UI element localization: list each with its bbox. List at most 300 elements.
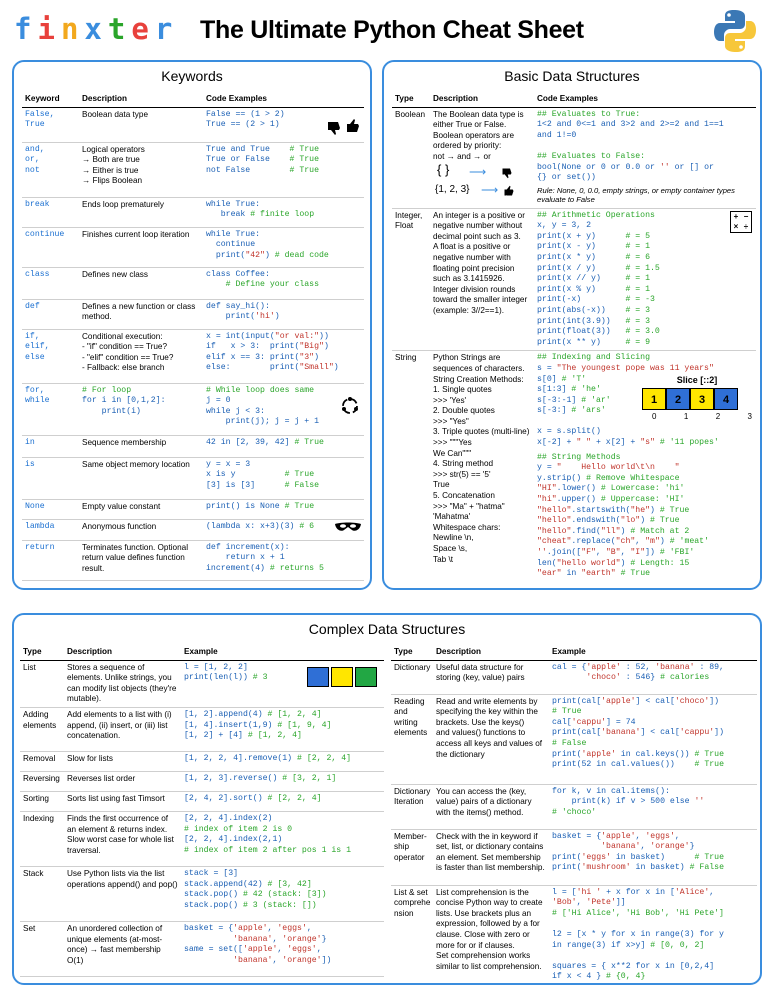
code-line: "hello".endswith("lo") # True — [537, 516, 680, 526]
code-cell — [549, 885, 757, 985]
code-line: print(abs(-x)) # = 3 — [537, 305, 651, 315]
type-cell — [20, 751, 64, 771]
text-line: negative number without — [433, 221, 523, 231]
desc-cell — [64, 771, 181, 791]
text-line: Slow worst case for whole list — [67, 835, 174, 845]
slice-index: 3 — [747, 411, 752, 421]
code-line: and 1!=0 — [537, 130, 577, 140]
code-line: ## Evaluates to False: — [537, 151, 646, 161]
slice-cell: 1 — [642, 388, 666, 410]
code-line: increment(4) # returns 5 — [206, 563, 324, 573]
keyword-cell — [22, 267, 79, 299]
text-line: >>> 'Yes' — [433, 395, 467, 405]
col-keyword: Keyword — [22, 92, 79, 107]
text-line: Add elements to a list with (i) — [67, 709, 172, 719]
table-row — [391, 829, 757, 885]
text-line: writing — [394, 717, 418, 727]
text-line: operator — [394, 852, 425, 862]
logo-letter: r — [154, 12, 179, 46]
code-line: print(x % y) # = 1 — [537, 284, 651, 294]
code-cell — [203, 142, 364, 197]
code-line: len("hello world") # Length: 15 — [537, 558, 690, 568]
text-line: Stores a sequence of — [67, 662, 145, 672]
text-line: and — [394, 707, 408, 717]
code-line: print(52 in cal.values()) # True — [552, 760, 724, 770]
code-line: x = int(input("or val:")) — [206, 331, 329, 341]
code-line: print(x ** y) # = 9 — [537, 337, 651, 347]
slice-cell: 4 — [714, 388, 738, 410]
text-line: ordered by priority: — [433, 141, 502, 151]
col-example: Example — [181, 645, 384, 660]
code-cell — [549, 784, 757, 829]
code-line: else: print("Small") — [206, 363, 339, 373]
desc-cell — [430, 351, 534, 590]
code-line — [552, 919, 754, 930]
code-line: ## Indexing and Slicing — [537, 353, 651, 363]
code-line: l2 = [x * y for x in range(3) for y — [552, 929, 724, 939]
text-line: Terminates function. Optional — [82, 542, 189, 552]
code-line: False == (1 > 2) — [206, 109, 285, 119]
table-row — [22, 519, 364, 540]
text-line: lists. Use brackets plus an — [436, 908, 532, 918]
col-description: Description — [64, 645, 181, 660]
type-cell — [391, 694, 433, 784]
text-line: Dictionary — [394, 662, 431, 672]
code-line: stack.append(42) # [3, 42] — [184, 879, 312, 889]
desc-cell — [79, 197, 203, 227]
code-line: bool(None or 0 or 0.0 or '' or [] or — [537, 162, 714, 172]
text-line: Logical operators — [82, 144, 145, 154]
text-line: Useful data structure for — [436, 662, 524, 672]
col-description: Description — [433, 645, 549, 660]
type-cell: Integer, Float — [392, 208, 430, 351]
thumbs-up-icon — [503, 185, 515, 197]
code-line: continue — [206, 240, 256, 250]
code-line: not False # True — [206, 165, 320, 175]
complex-title: Complex Data Structures — [308, 621, 466, 637]
table-row — [22, 142, 364, 197]
table-row — [22, 383, 364, 435]
text-line: in — [25, 437, 35, 447]
text-line: >>> "Yes" — [433, 416, 469, 426]
text-line: concatenation. — [67, 731, 121, 741]
code-line: while True: — [206, 229, 261, 239]
slice-index: 0 — [652, 411, 657, 421]
text-line: lambda — [25, 521, 55, 531]
text-line: List & set — [394, 887, 428, 897]
code-line: print('mushroom' in basket) # False — [552, 863, 724, 873]
code-line: (lambda x: x+3)(3) # 6 — [206, 521, 315, 531]
text-line: Reverses list order — [67, 773, 136, 783]
text-line: Member- — [394, 831, 427, 841]
text-line: Defines a new function or class — [82, 301, 196, 311]
code-line: [1, 4].insert(1,9) # [1, 9, 4] — [184, 720, 332, 730]
table-row — [22, 227, 364, 267]
logo-letter: e — [131, 12, 155, 46]
text-line: method. — [82, 312, 112, 322]
code-cell — [203, 457, 364, 499]
code-line: l = [1, 2, 2] — [184, 662, 248, 672]
code-cell — [203, 227, 364, 267]
text-line: not — [25, 165, 40, 175]
code-cell — [549, 660, 757, 694]
text-line: - "if" condition == True? — [82, 342, 168, 352]
text-line: A float is a positive or — [433, 242, 511, 252]
text-line: if, — [25, 331, 40, 341]
text-line: an element. Set membership — [436, 852, 541, 862]
text-line: Finds the first occurrence of — [67, 813, 169, 823]
text-line: Check with the in keyword if — [436, 831, 538, 841]
type-cell — [391, 660, 433, 694]
code-line: ## Evaluates to True: — [537, 109, 641, 119]
code-line: # 'choco' — [552, 807, 597, 817]
text-line: Removal — [23, 753, 56, 763]
code-line: print(-x) # = -3 — [537, 295, 655, 305]
thumbs-down-icon — [501, 167, 513, 179]
code-line: stack.pop() # 3 (stack: []) — [184, 900, 317, 910]
text-line: Conditional execution: — [82, 331, 163, 341]
code-cell — [549, 829, 757, 885]
code-line: "cheat".replace("ch", "m") # 'meat' — [537, 537, 710, 547]
desc-cell — [433, 885, 549, 985]
text-line: An unordered collection of — [67, 923, 163, 933]
text-line: Slow for lists — [67, 753, 113, 763]
code-cell — [534, 208, 756, 351]
code-line: def say_hi(): — [206, 301, 270, 311]
table-row — [20, 866, 384, 921]
table-row — [391, 784, 757, 829]
arrow-icon: ⟶ — [481, 182, 499, 197]
desc-cell — [79, 499, 203, 519]
finxter-logo[interactable] — [14, 12, 178, 46]
text-line: comprehe — [394, 898, 431, 908]
code-line: # index of item 2 after pos 1 is 1 — [184, 845, 352, 855]
keyword-cell — [22, 329, 79, 383]
text-line: negative number with — [433, 252, 511, 262]
code-line: 42 in [2, 39, 42] # True — [206, 437, 324, 447]
text-line: similar to list comprehension. — [436, 961, 542, 971]
table-row — [22, 435, 364, 457]
basic-title: Basic Data Structures — [504, 68, 640, 84]
desc-cell — [79, 435, 203, 457]
code-cell — [203, 299, 364, 329]
full-set: {1, 2, 3} — [435, 183, 470, 195]
code-line: "HI".lower() # Lowercase: 'hi' — [537, 484, 685, 494]
table-row — [20, 811, 384, 866]
text-line: with the items() method. — [436, 807, 524, 817]
text-line: False, — [25, 109, 55, 119]
text-line: return value defines function — [82, 553, 185, 563]
code-line: 'banana', 'orange'} — [601, 842, 695, 852]
slice-cell: 2 — [666, 388, 690, 410]
code-line: print('hi') — [206, 312, 280, 322]
code-line: print(cal['apple'] < cal['choco']) — [552, 696, 720, 706]
code-line: x, y = 3, 2 — [537, 221, 592, 231]
text-line: continue — [25, 229, 65, 239]
code-line: # index of item 2 is 0 — [184, 824, 293, 834]
keyword-cell — [22, 299, 79, 329]
code-line: print(int(3.9)) # = 3 — [537, 316, 651, 326]
table-row — [22, 329, 364, 383]
table-row — [20, 751, 384, 771]
code-line: [1, 2].append(4) # [1, 2, 4] — [184, 709, 322, 719]
text-line: decimal point such as 3. — [433, 231, 521, 241]
text-line: True — [433, 480, 450, 490]
text-line: Integer division rounds — [433, 284, 516, 294]
complex-data-panel — [12, 613, 762, 985]
text-line: - Fallback: else branch — [82, 363, 165, 373]
code-line: class Coffee: — [206, 269, 270, 279]
code-line: True or False # True — [206, 155, 320, 165]
code-line: # False — [552, 738, 587, 748]
col-example: Example — [549, 645, 757, 660]
desc-cell — [430, 107, 534, 208]
code-line: cal = {'apple' : 52, 'banana' : 89, — [552, 662, 725, 672]
code-line: "hello".find("ll") # Match at 2 — [537, 526, 690, 536]
table-row — [22, 197, 364, 227]
text-line: can modify list objects (they're — [67, 683, 177, 693]
code-line: print('eggs' in basket) # True — [552, 852, 724, 862]
text-line: more for or if clauses. — [436, 940, 515, 950]
keyword-cell — [22, 107, 79, 142]
type-cell — [20, 791, 64, 811]
text-line: not → and → or — [433, 151, 491, 161]
text-line: return — [25, 542, 55, 552]
type-cell — [391, 784, 433, 829]
code-cell — [203, 267, 364, 299]
code-line: print() is None # True — [206, 501, 315, 511]
text-line: toward the smaller integer — [433, 295, 528, 305]
code-line: s[-3:-1] # 'ar' — [537, 395, 611, 405]
code-line: "hello".startswith("he") # True — [537, 505, 690, 515]
text-line: None — [25, 501, 45, 511]
code-cell — [203, 197, 364, 227]
desc-cell — [433, 694, 549, 784]
code-line: print(len(l)) # 3 — [184, 673, 268, 683]
code-line: [1, 2, 3].reverse() # [3, 2, 1] — [184, 773, 337, 783]
keyword-cell — [22, 499, 79, 519]
text-line: append, (ii) insert, or (iii) list — [67, 720, 168, 730]
text-line: → Both are true — [82, 155, 140, 165]
code-line: 'choco' : 546} # calories — [586, 673, 710, 683]
table-row — [392, 351, 756, 590]
code-line: True == (2 > 1) — [206, 120, 280, 130]
code-line: [1, 2] + [4] # [1, 2, 4] — [184, 731, 302, 741]
text-line: Dictionary — [394, 786, 431, 796]
col-code: Code Examples — [534, 92, 756, 107]
logo-letter: t — [107, 12, 132, 46]
text-line: operations append() and pop() — [67, 879, 178, 889]
keywords-title: Keywords — [161, 68, 223, 84]
text-line: >>> "Ma" + "hatma" — [433, 501, 505, 511]
text-line: >>> str(5) == '5' — [433, 469, 491, 479]
text-line: elements — [23, 720, 57, 730]
text-line: Reading — [394, 696, 425, 706]
code-line: l = ['hi ' + x for x in ['Alice', — [552, 887, 715, 897]
text-line: Tab \t — [433, 554, 454, 564]
code-line: cal['cappu'] = 74 — [552, 717, 636, 727]
calculator-icon: + − × ÷ — [730, 211, 752, 233]
text-line: 4. String method — [433, 459, 494, 469]
table-row — [22, 540, 364, 580]
code-cell — [534, 107, 756, 208]
code-line: j = 0 — [206, 396, 231, 406]
slice-cell: 3 — [690, 388, 714, 410]
code-line: x = s.split() — [537, 427, 601, 437]
text-line: unique elements (at-most- — [67, 934, 163, 944]
code-cell — [181, 811, 384, 866]
text-line: 'Mahatma' — [433, 512, 471, 522]
code-cell — [181, 771, 384, 791]
code-line: if x > 3: print("Big") — [206, 342, 329, 352]
text-line: elif, — [25, 342, 50, 352]
text-line: floating point precision — [433, 263, 515, 273]
thumbs-up-icon — [345, 118, 361, 134]
text-line: value) pairs of a dictionary — [436, 797, 532, 807]
text-line: and, — [25, 144, 45, 154]
thumbs-down-icon — [326, 120, 342, 136]
keyword-cell — [22, 435, 79, 457]
code-line: # ['Hi Alice', 'Hi Bob', 'Hi Pete'] — [552, 908, 724, 918]
text-line: Indexing — [23, 813, 54, 823]
type-cell — [20, 811, 64, 866]
type-cell: Boolean — [392, 107, 430, 208]
python-logo-icon — [712, 8, 758, 54]
code-line: s[1:3] # 'he' — [537, 385, 601, 395]
text-line: Iteration — [394, 797, 424, 807]
text-line: Ends loop prematurely — [82, 199, 164, 209]
code-line: # While loop does same — [206, 385, 315, 395]
text-line: nsion — [394, 908, 414, 918]
code-line: True and True # True — [206, 144, 320, 154]
text-line: Python Strings are — [433, 353, 501, 363]
desc-cell — [433, 784, 549, 829]
code-line: [2, 4, 2].sort() # [2, 2, 4] — [184, 793, 322, 803]
code-cell — [203, 329, 364, 383]
table-row — [20, 707, 384, 751]
text-line: Sequence membership — [82, 437, 167, 447]
text-line: concise Python way to create — [436, 898, 543, 908]
code-line: stack.pop() # 42 (stack: [3]) — [184, 890, 327, 900]
code-cell — [181, 791, 384, 811]
code-line: x[-2] + " " + x[2] + "s" # '11 popes' — [537, 438, 719, 448]
text-line: → Flips Boolean — [82, 176, 143, 186]
desc-cell — [79, 299, 203, 329]
list-color-blocks — [307, 667, 377, 692]
text-line: either True or False. — [433, 120, 507, 130]
text-line: def — [25, 301, 40, 311]
desc-cell — [79, 142, 203, 197]
empty-set: { } — [437, 161, 450, 177]
header — [0, 0, 774, 58]
text-line: Defines new class — [82, 269, 148, 279]
text-line: Empty value constant — [82, 501, 161, 511]
type-cell — [20, 707, 64, 751]
page-title: The Ultimate Python Cheat Sheet — [200, 16, 584, 44]
code-line: print(cal['banana'] < cal['cappu']) — [552, 728, 724, 738]
text-line: → Either is true — [82, 165, 139, 175]
col-code: Code Examples — [203, 92, 364, 107]
slice-index: 2 — [715, 411, 721, 421]
keyword-cell — [22, 142, 79, 197]
text-line: Set comprehension works — [436, 951, 531, 961]
text-line: else — [25, 352, 45, 362]
desc-cell — [79, 267, 203, 299]
text-line: for, — [25, 385, 45, 395]
code-line: ## String Methods — [537, 452, 621, 462]
code-line: if x < 4 } # {0, 4} — [552, 972, 646, 982]
code-line: squares = { x**2 for x in [0,2,4] — [552, 961, 715, 971]
table-row — [392, 107, 756, 208]
text-line: Use Python lists via the list — [67, 868, 165, 878]
table-row — [22, 267, 364, 299]
text-line: You can access the (key, — [436, 786, 527, 796]
code-line: same = set(['apple', 'eggs', — [184, 945, 322, 955]
slice-label: Slice [::2] — [676, 375, 718, 386]
text-line: Stack — [23, 868, 44, 878]
slice-diagram — [642, 375, 752, 422]
loop-arrows-icon — [339, 395, 361, 417]
type-cell — [20, 660, 64, 707]
desc-cell — [79, 457, 203, 499]
desc-cell — [79, 383, 203, 435]
text-line: and values() functions to — [436, 728, 526, 738]
complex-right-table — [391, 645, 757, 985]
logo-letter: x — [84, 12, 108, 46]
code-line: print("42") # dead code — [206, 250, 329, 260]
desc-cell — [64, 866, 181, 921]
code-line: 'banana', 'orange'} — [233, 934, 327, 944]
code-cell — [203, 435, 364, 457]
text-line: access all keys and values of — [436, 738, 543, 748]
keyword-cell — [22, 197, 79, 227]
text-line: an element & returns index. — [67, 824, 168, 834]
code-line: basket = {'apple', 'eggs', — [552, 831, 680, 841]
type-cell — [20, 866, 64, 921]
desc-cell — [64, 811, 181, 866]
code-line: while j < 3: — [206, 406, 265, 416]
code-line: s[-3:] # 'ars' — [537, 406, 606, 416]
text-line: elements — [394, 728, 428, 738]
desc-cell — [64, 751, 181, 771]
keyword-cell — [22, 383, 79, 435]
logo-letter: f — [14, 12, 38, 46]
code-line — [537, 141, 753, 152]
col-description: Description — [79, 92, 203, 107]
keyword-cell — [22, 457, 79, 499]
code-line: [3] is [3] # False — [206, 480, 320, 490]
code-line: [2, 2, 4].index(2,1) — [184, 835, 283, 845]
type-cell: String — [392, 351, 430, 590]
rule-text: Rule: None, 0, 0.0, empty strings, or empty container types evaluate to False — [537, 185, 735, 205]
text-line: Sorts list using fast Timsort — [67, 793, 165, 803]
keywords-panel — [12, 60, 372, 590]
table-row — [391, 694, 757, 784]
code-line: break # finite loop — [206, 210, 315, 220]
text-line: Whitespace chars: — [433, 522, 501, 532]
code-cell — [181, 707, 384, 751]
text-line: Boolean data type — [82, 109, 149, 119]
text-line: Reversing — [23, 773, 60, 783]
text-line: Sorting — [23, 793, 49, 803]
code-line: in range(3) if x>y] # [0, 0, 2] — [552, 940, 705, 950]
text-line: traversal. — [67, 845, 101, 855]
code-cell — [181, 921, 384, 976]
table-row — [20, 921, 384, 976]
col-description: Description — [430, 92, 534, 107]
code-line: print(x - y) # = 1 — [537, 242, 651, 252]
desc-cell — [64, 791, 181, 811]
